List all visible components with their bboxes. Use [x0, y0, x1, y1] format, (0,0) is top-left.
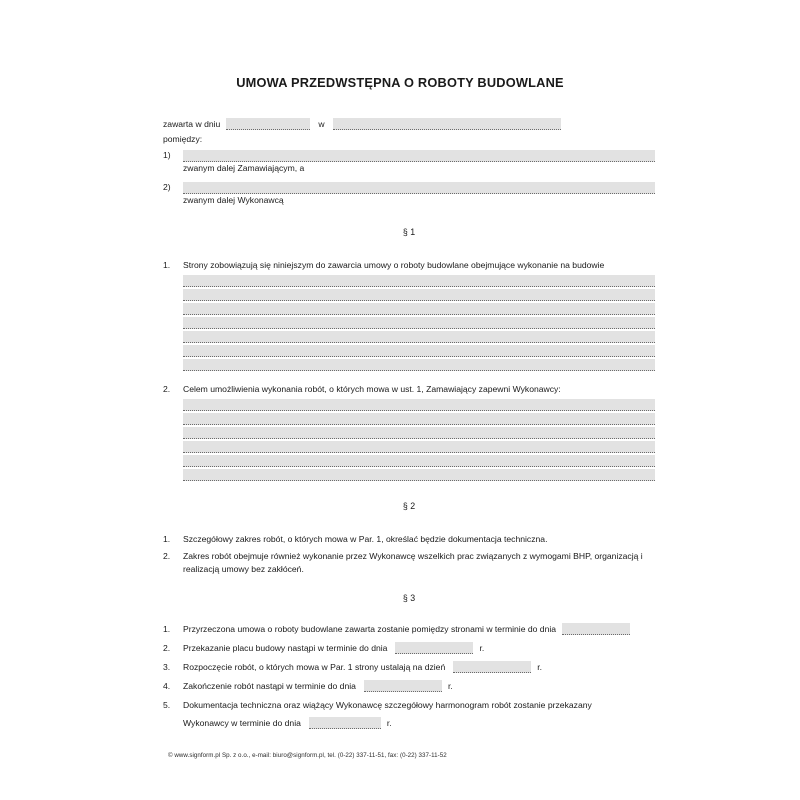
party-2-input-wrap: [183, 181, 655, 194]
party-1-note: zwanym dalej Zamawiającym, a: [183, 163, 305, 173]
place-label: w: [318, 119, 325, 129]
intro-date-row: [163, 118, 655, 131]
fill-line[interactable]: [183, 331, 655, 343]
section-1-item-1-fill-block: [163, 275, 655, 371]
section-3-item-2-text: Przekazanie placu budowy nastąpi w terminie do dnia: [183, 643, 388, 653]
section-3-item-1: [163, 623, 655, 636]
fill-line[interactable]: [183, 455, 655, 467]
fill-line[interactable]: [183, 317, 655, 329]
party-1-input[interactable]: [183, 150, 655, 162]
section-3-item-5-number: 5.: [163, 700, 171, 710]
party-2-input[interactable]: [183, 182, 655, 194]
fill-line[interactable]: [183, 469, 655, 481]
section-2-item-1-text: Szczegółowy zakres robót, o których mowa w Par. 1, określać będzie dokumentacja techniczna.: [183, 534, 548, 544]
fill-lines-group: [183, 399, 655, 481]
section-3-item-3-trailing: r.: [537, 662, 543, 672]
section-1-item-2-fill-block: [163, 399, 655, 481]
fill-line[interactable]: [183, 275, 655, 287]
fill-line[interactable]: [183, 345, 655, 357]
section-1-items: [163, 259, 655, 481]
section-2-item-2: [163, 550, 655, 576]
section-3-item-1-number: 1.: [163, 624, 171, 634]
section-3-item-5-line2-wrap: [183, 717, 655, 730]
fill-line[interactable]: [183, 413, 655, 425]
section-2-heading: § 2: [402, 501, 416, 511]
section-2-item-1-number: 1.: [163, 534, 171, 544]
section-1-item-2: [163, 383, 655, 396]
section-1-item-1-number: 1.: [163, 260, 171, 270]
section-2-item-2-number: 2.: [163, 551, 171, 561]
section-2-item-2-text: Zakres robót obejmuje również wykonanie przez Wykonawcę wszelkich prac związanych z wymogami BHP, organizacją i realizacją umowy bez zakłóceń.: [183, 551, 643, 574]
section-3-heading: § 3: [402, 593, 416, 603]
fill-line[interactable]: [183, 399, 655, 411]
section-1-item-1: [163, 259, 655, 272]
section-3-item-1-text: Przyrzeczona umowa o roboty budowlane zawarta zostanie pomiędzy stronami w terminie do dnia: [183, 624, 557, 634]
section-3-item-5-text: Dokumentacja techniczna oraz wiążący Wykonawcę szczegółowy harmonogram robót zostanie przekazany: [183, 700, 592, 710]
fill-lines-group: [183, 275, 655, 371]
party-1-number: 1): [163, 150, 171, 160]
section-3-item-2-trailing: r.: [479, 643, 485, 653]
section-3-item-3-content: [183, 661, 655, 674]
party-1-input-wrap: [183, 149, 655, 162]
between-label-row: [163, 133, 655, 146]
page-title: UMOWA PRZEDWSTĘPNA O ROBOTY BUDOWLANE: [236, 75, 564, 90]
between-label: pomiędzy:: [163, 134, 203, 144]
document-body: [163, 118, 655, 734]
section-2-item-1: [163, 533, 655, 546]
section-3-item-4-trailing: r.: [447, 681, 453, 691]
party-1-row: [163, 149, 655, 162]
fill-line[interactable]: [183, 359, 655, 371]
section-2-items: [163, 533, 655, 576]
section-3-item-5-trailing: r.: [386, 718, 392, 728]
section-1-item-2-text: Celem umożliwienia wykonania robót, o których mowa w ust. 1, Zamawiający zapewni Wykonawcy:: [183, 384, 561, 394]
section-3-item-5-date-input[interactable]: [309, 717, 381, 729]
party-2-number: 2): [163, 182, 171, 192]
section-3-item-2-date-input[interactable]: [395, 642, 473, 654]
section-1-item-2-number: 2.: [163, 384, 171, 394]
section-3-item-4-text: Zakończenie robót nastąpi w terminie do dnia: [183, 681, 356, 691]
section-3-item-1-date-input[interactable]: [562, 623, 630, 635]
section-3-item-2-content: [183, 642, 655, 655]
section-3-item-3-text: Rozpoczęcie robót, o których mowa w Par. 1 strony ustalają na dzień: [183, 662, 446, 672]
section-1-heading: § 1: [402, 227, 416, 237]
section-3-item-4-number: 4.: [163, 681, 171, 691]
date-label: zawarta w dniu: [163, 119, 221, 129]
section-3-item-4-content: [183, 680, 655, 693]
section-3-item-4-date-input[interactable]: [364, 680, 442, 692]
section-3-item-2: [163, 642, 655, 655]
section-3-item-4: [163, 680, 655, 693]
section-3-item-5: [163, 699, 655, 730]
section-3-items: [163, 623, 655, 730]
section-1-item-1-text: Strony zobowiązują się niniejszym do zawarcia umowy o roboty budowlane obejmujące wykonanie na budowie: [183, 260, 605, 270]
section-3-item-2-number: 2.: [163, 643, 171, 653]
section-3-item-3-number: 3.: [163, 662, 171, 672]
party-2-note: zwanym dalej Wykonawcą: [183, 195, 284, 205]
party-2-row: [163, 181, 655, 194]
place-input[interactable]: [333, 118, 561, 130]
section-3-item-3-date-input[interactable]: [453, 661, 531, 673]
fill-line[interactable]: [183, 289, 655, 301]
footer-copyright: © www.signform.pl Sp. z o.o., e-mail: biuro@signform.pl, tel. (0-22) 337-11-51, fax: (0-22) 337-11-52: [168, 752, 447, 759]
section-3-item-5-content: [183, 699, 655, 730]
section-3-item-1-content: [183, 623, 655, 636]
section-3-item-5-text-line2: Wykonawcy w terminie do dnia: [183, 718, 301, 728]
fill-line[interactable]: [183, 303, 655, 315]
date-input[interactable]: [226, 118, 310, 130]
section-3-item-3: [163, 661, 655, 674]
fill-line[interactable]: [183, 441, 655, 453]
fill-line[interactable]: [183, 427, 655, 439]
